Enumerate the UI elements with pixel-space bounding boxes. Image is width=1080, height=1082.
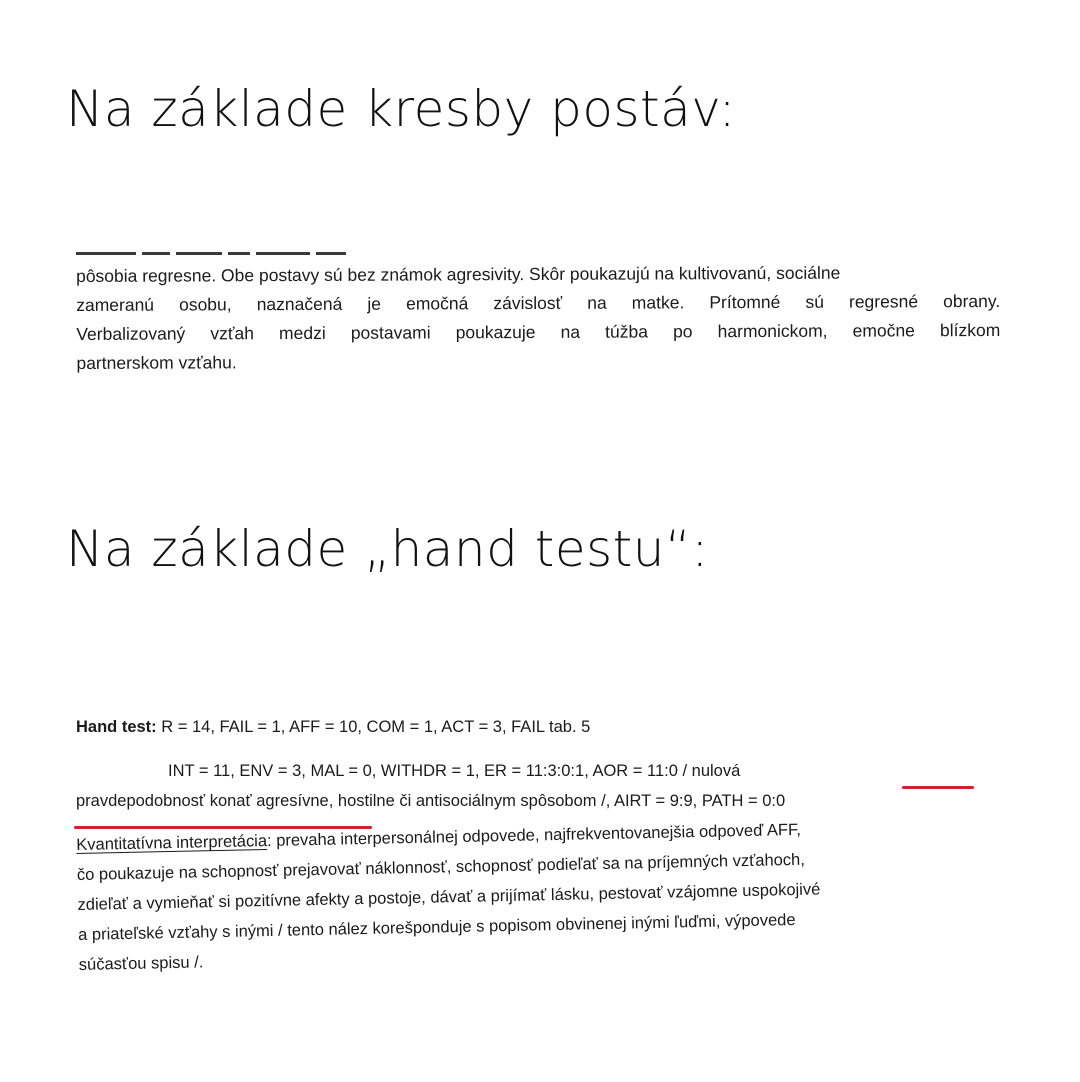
hand-test-scores-3: , hostilne či antisociálnym spôsobom /, AIRT = 9:9, PATH = 0:0: [328, 792, 786, 810]
excerpt-drawing-line: Verbalizovaný vzťah medzi postavami poukazuje na túžba po harmonickom, emočne blízkom: [76, 319, 1001, 344]
highlight-nulova: nulová: [691, 762, 741, 780]
hand-test-label: Hand test:: [76, 718, 157, 736]
excerpt-drawing-line: zameranú osobu, naznačená je emočná závislosť na matke. Prítomné sú regresné obrany.: [76, 290, 1001, 315]
heading-drawing: Na základe kresby postáv:: [66, 80, 736, 138]
excerpt-drawing-analysis: [76, 258, 1000, 378]
hand-test-scores-2: INT = 11, ENV = 3, MAL = 0, WITHDR = 1, ER = 11:3:0:1, AOR = 11:0 /: [168, 762, 692, 780]
highlight-agression-probability: pravdepodobnosť konať agresívne: [76, 792, 329, 810]
red-underline-mark: [902, 786, 974, 789]
interpretation-label: Kvantitatívna interpretácia: [76, 832, 268, 854]
hand-test-line-1: [76, 712, 590, 743]
hand-test-line-3: [76, 786, 785, 817]
excerpt-drawing-line: partnerskom vzťahu.: [76, 352, 237, 373]
interpretation-line: a priateľské vzťahy s inými / tento nález korešponduje s popisom obvinenej inými ľuďmi, výpovede: [78, 910, 796, 944]
interpretation-line: súčasťou spisu /.: [78, 953, 204, 974]
interpretation-line: čo poukazuje na schopnosť prejavovať náklonnosť, schopnosť podieľať sa na príjemných vzťahoch,: [76, 850, 806, 884]
heading-hand-test: Na základe „hand testu“:: [66, 520, 709, 578]
excerpt-drawing-line: pôsobia regresne. Obe postavy sú bez známok agresivity. Skôr poukazujú na kultivovanú, sociálne: [76, 262, 841, 286]
interpretation-line: zdieľať a vymieňať si pozitívne afekty a postoje, dávať a prijímať lásku, pestovať vzájomne uspokojivé: [77, 880, 821, 914]
excerpt-quantitative-interpretation: [76, 811, 979, 980]
hand-test-line-2: [168, 756, 976, 787]
interpretation-text: : prevaha interpersonálnej odpovede, najfrekventovanejšia odpoveď AFF,: [266, 820, 802, 850]
hand-test-scores-1: R = 14, FAIL = 1, AFF = 10, COM = 1, ACT = 3, FAIL tab. 5: [161, 718, 591, 736]
cropped-text-fragment: [76, 252, 376, 258]
